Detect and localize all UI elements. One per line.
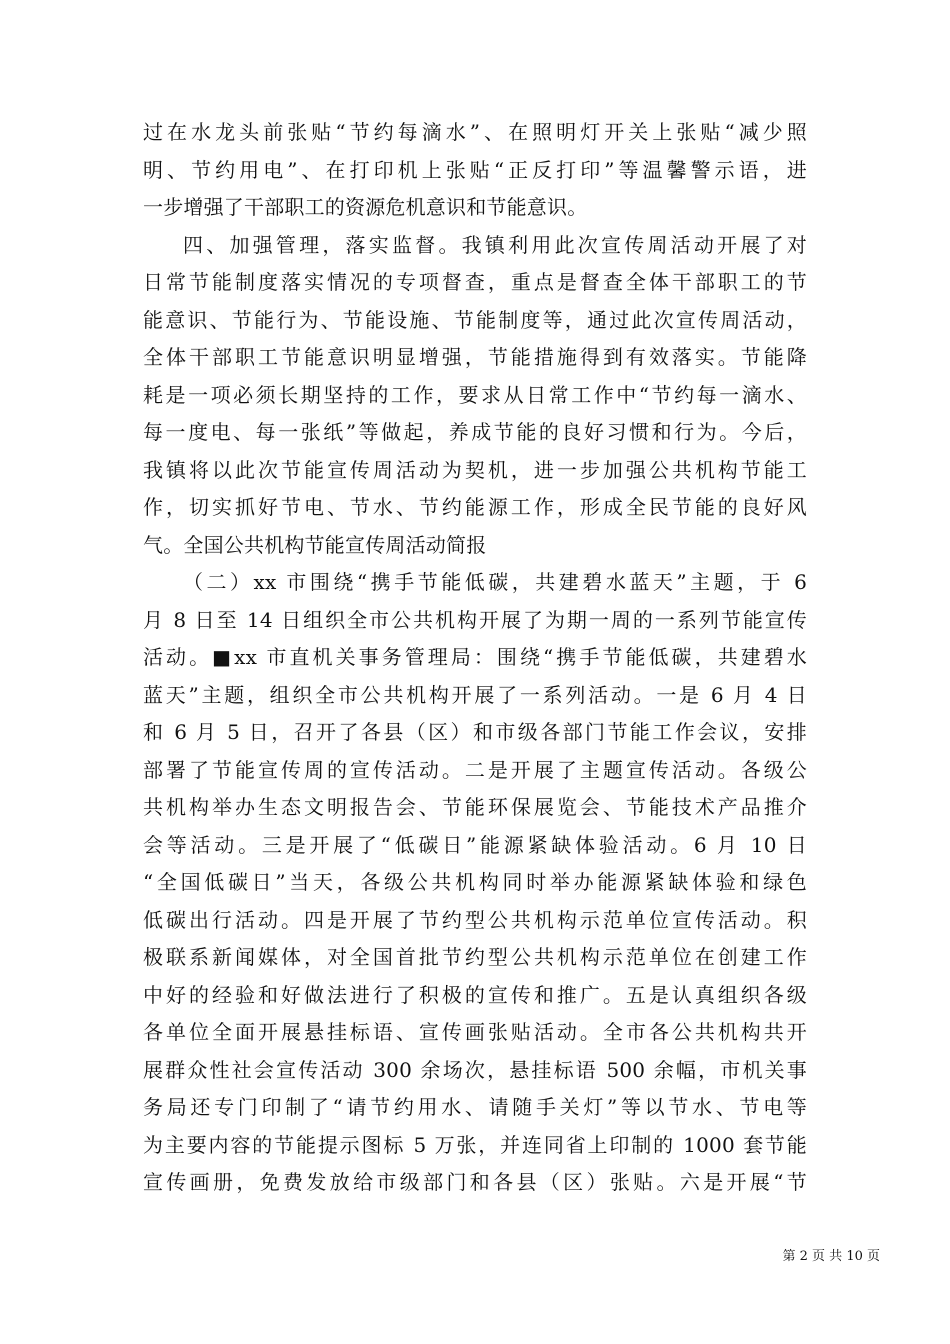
text-line: “全国低碳日”当天，各级公共机构同时举办能源紧缺体验和绿色: [143, 870, 807, 894]
text-line: 月 8 日至 14 日组织全市公共机构开展了为期一周的一系列节能宣传: [143, 607, 807, 632]
text-line: 共机构举办生态文明报告会、节能环保展览会、节能技术产品推介: [143, 795, 807, 819]
text-line: 作，切实抓好节电、节水、节约能源工作，形成全民节能的良好风: [143, 495, 807, 519]
text-line: 一步增强了干部职工的资源危机意识和节能意识。: [143, 195, 588, 219]
text-line: 极联系新闻媒体，对全国首批节约型公共机构示范单位在创建工作: [143, 945, 807, 969]
text-line: 全体干部职工节能意识明显增强，节能措施得到有效落实。节能降: [143, 345, 807, 369]
text-line: 宣传画册，免费发放给市级部门和各县（区）张贴。六是开展“节: [143, 1170, 807, 1194]
text-line: 四、加强管理，落实监督。我镇利用此次宣传周活动开展了对: [183, 232, 807, 257]
text-line: 低碳出行活动。四是开展了节约型公共机构示范单位宣传活动。积: [143, 907, 807, 932]
text-line: 气。全国公共机构节能宣传周活动简报: [143, 532, 487, 557]
text-line: 各单位全面开展悬挂标语、宣传画张贴活动。全市各公共机构共开: [143, 1020, 807, 1044]
text-line: 务局还专门印制了“请节约用水、请随手关灯”等以节水、节电等: [143, 1095, 807, 1119]
text-line: 日常节能制度落实情况的专项督查，重点是督查全体干部职工的节: [143, 270, 807, 294]
text-line: 中好的经验和好做法进行了积极的宣传和推广。五是认真组织各级: [143, 982, 807, 1007]
text-line: 每一度电、每一张纸”等做起，养成节能的良好习惯和行为。今后，: [143, 420, 807, 444]
text-line: 我镇将以此次节能宣传周活动为契机，进一步加强公共机构节能工: [143, 457, 807, 482]
text-line: 会等活动。三是开展了“低碳日”能源紧缺体验活动。6 月 10 日: [143, 832, 807, 857]
text-line: 活动。■xx 市直机关事务管理局：围绕“携手节能低碳，共建碧水: [143, 645, 807, 669]
text-line: 过在水龙头前张贴“节约每滴水”、在照明灯开关上张贴“减少照: [143, 120, 807, 144]
text-line: 蓝天”主题，组织全市公共机构开展了一系列活动。一是 6 月 4 日: [143, 682, 807, 707]
text-line: 和 6 月 5 日，召开了各县（区）和市级各部门节能工作会议，安排: [143, 720, 807, 744]
text-line: 明、节约用电”、在打印机上张贴“正反打印”等温馨警示语，进: [143, 157, 807, 182]
document-body: [143, 114, 807, 1202]
text-line: 耗是一项必须长期坚持的工作，要求从日常工作中“节约每一滴水、: [143, 382, 807, 407]
text-line: （二）xx 市围绕“携手节能低碳，共建碧水蓝天”主题，于 6: [183, 570, 807, 594]
text-line: 部署了节能宣传周的宣传活动。二是开展了主题宣传活动。各级公: [143, 757, 807, 782]
text-line: 为主要内容的节能提示图标 5 万张，并连同省上印制的 1000 套节能: [143, 1132, 807, 1157]
text-line: 能意识、节能行为、节能设施、节能制度等，通过此次宣传周活动，: [143, 307, 807, 332]
text-line: 展群众性社会宣传活动 300 余场次，悬挂标语 500 余幅，市机关事: [143, 1057, 807, 1082]
page-number: 第 2 页 共 10 页: [782, 1249, 880, 1264]
